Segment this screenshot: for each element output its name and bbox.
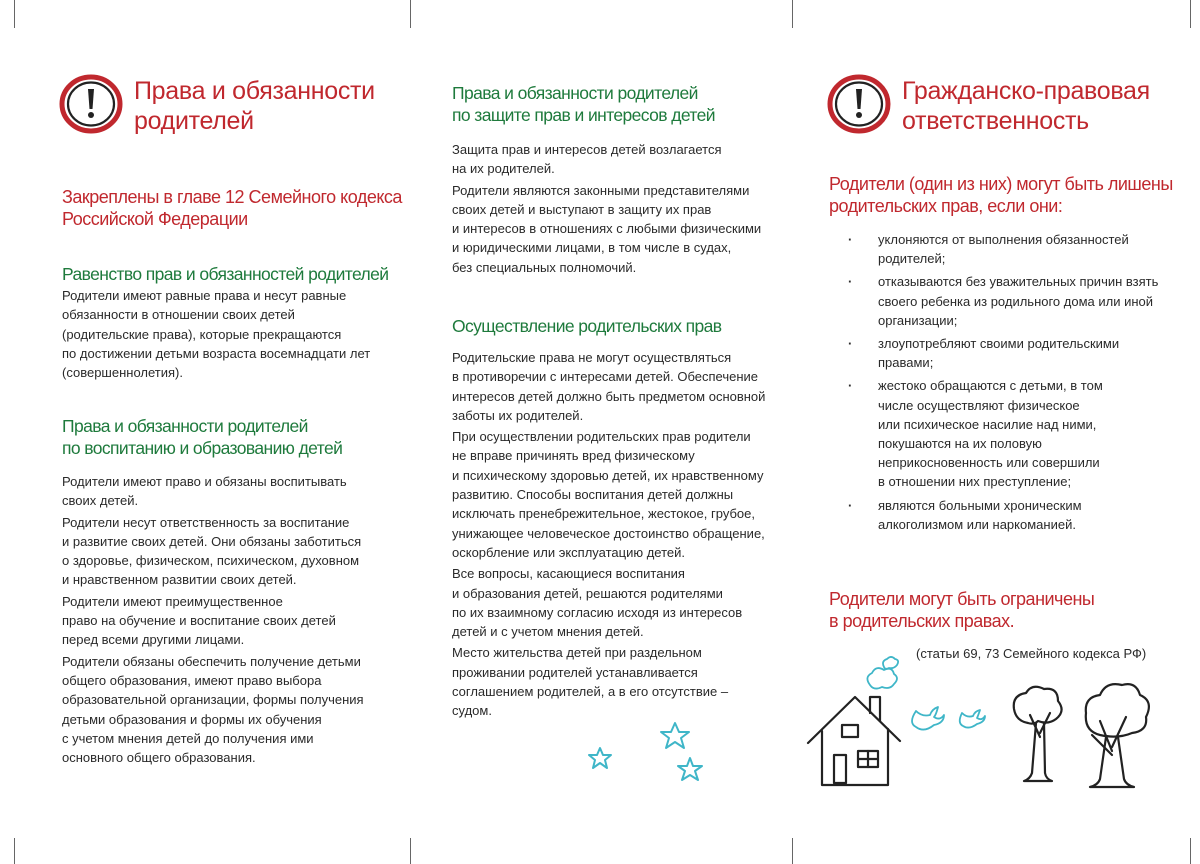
fold-mark-bottom-mid bbox=[410, 838, 411, 864]
tree-icon bbox=[1086, 684, 1149, 787]
paragraph: Родители обязаны обеспечить получение детьми общего образования, имеют право выбора образовательной организации, формы получения детьми образования и формы их обучения с учетом мнения детей до получения ими основного общего образования. bbox=[62, 653, 364, 766]
fold-mark-bottom-left bbox=[14, 838, 15, 864]
bird-icon bbox=[912, 707, 944, 730]
tree-icon bbox=[1014, 687, 1062, 781]
fold-mark-bottom-far-right bbox=[1190, 838, 1191, 864]
upbringing-heading: Права и обязанности родителей по воспитанию и образованию детей bbox=[62, 416, 343, 458]
col3-title-block bbox=[826, 72, 1150, 136]
house-icon bbox=[808, 697, 900, 785]
deprivation-list bbox=[828, 230, 1168, 538]
paragraph: Родители имеют право и обязаны воспитывать своих детей. bbox=[62, 474, 347, 509]
paragraph: Место жительства детей при раздельном проживании родителей устанавливается соглашением родителей, а в его отсутствие – судом. bbox=[452, 645, 729, 719]
deprivation-heading: Родители (один из них) могут быть лишены родительских прав, если они: bbox=[829, 174, 1173, 216]
star-icon bbox=[589, 748, 611, 768]
paragraph: При осуществлении родительских прав родители не вправе причинять вред физическому и психическому здоровью детей, их нравственному развитию. Способы воспитания детей должны исключать пренебрежительное, жестокое, грубое, унижающее человеческое достоинство обращение, оскорбление или эксплуатацию детей. bbox=[452, 429, 765, 560]
list-item: · отказываются без уважительных причин взять своего ребенка из родильного дома или иной организации; bbox=[828, 272, 1168, 330]
list-item: · злоупотребляют своими родительскими правами; bbox=[828, 334, 1168, 372]
paragraph: Защита прав и интересов детей возлагается на их родителей. bbox=[452, 142, 722, 177]
cloud-smoke-icon bbox=[883, 657, 898, 669]
bird-icon bbox=[960, 710, 985, 728]
col3-page-title: Гражданско-правовая ответственность bbox=[902, 77, 1150, 135]
fold-mark-bottom-right bbox=[792, 838, 793, 864]
paragraph: Все вопросы, касающиеся воспитания и образования детей, решаются родителями по их взаимному согласию исходя из интересов детей и с учетом мнения детей. bbox=[452, 566, 743, 640]
cloud-smoke-icon bbox=[867, 668, 897, 689]
fold-mark-top-mid bbox=[410, 0, 411, 28]
stars-decoration bbox=[585, 715, 715, 790]
col1-title-block bbox=[58, 72, 375, 136]
house-trees-illustration bbox=[800, 655, 1180, 795]
legal-reference-heading: Закреплены в главе 12 Семейного кодекса Российской Федерации bbox=[62, 187, 402, 229]
star-icon bbox=[661, 723, 689, 748]
protection-text bbox=[452, 140, 761, 279]
col1-page-title: Права и обязанности родителей bbox=[134, 77, 375, 135]
upbringing-text bbox=[62, 472, 364, 769]
paragraph: Родители несут ответственность за воспитание и развитие своих детей. Они обязаны заботиться о здоровье, физическом, психическом, духовном и нравственном развитии своих детей. bbox=[62, 514, 362, 588]
exclamation-circle-icon bbox=[58, 72, 124, 136]
paragraph: Родители имеют преимущественное право на обучение и воспитание своих детей перед всеми другими лицами. bbox=[62, 593, 336, 648]
list-item: · являются больными хроническим алкоголизмом или наркоманией. bbox=[828, 496, 1168, 534]
restriction-heading: Родители могут быть ограничены в родительских правах. bbox=[829, 589, 1095, 631]
exercise-text bbox=[452, 348, 765, 723]
equality-text: Родители имеют равные права и несут равные обязанности в отношении своих детей (родительские права), которые прекращаются по достижении детьми возраста восемнадцати лет (совершеннолетия). bbox=[62, 288, 371, 381]
fold-mark-top-left bbox=[14, 0, 15, 28]
paragraph: Родители являются законными представителями своих детей и выступают в защиту их прав и интересов в отношениях с любыми физическими и юридическими лицами, в том числе в судах, без специальных полномочий. bbox=[452, 182, 762, 275]
fold-mark-top-far-right bbox=[1190, 0, 1191, 28]
articles-note: (статьи 69, 73 Семейного кодекса РФ) bbox=[916, 646, 1147, 661]
protection-heading: Права и обязанности родителей по защите прав и интересов детей bbox=[452, 83, 715, 125]
list-item: · уклоняются от выполнения обязанностей родителей; bbox=[828, 230, 1168, 268]
exercise-heading: Осуществление родительских прав bbox=[452, 316, 722, 336]
star-icon bbox=[678, 758, 702, 780]
equality-heading: Равенство прав и обязанностей родителей bbox=[62, 264, 389, 284]
fold-mark-top-right bbox=[792, 0, 793, 28]
exclamation-circle-icon bbox=[826, 72, 892, 136]
list-item: · жестоко обращаются с детьми, в том числе осуществляют физическое или психическое насилие над ними, покушаются на их половую неприкосновенность или совершили в отношении них преступление; bbox=[828, 376, 1168, 491]
paragraph: Родительские права не могут осуществляться в противоречии с интересами детей. Обеспечение интересов детей должно быть предметом основной заботы их родителей. bbox=[452, 350, 766, 423]
